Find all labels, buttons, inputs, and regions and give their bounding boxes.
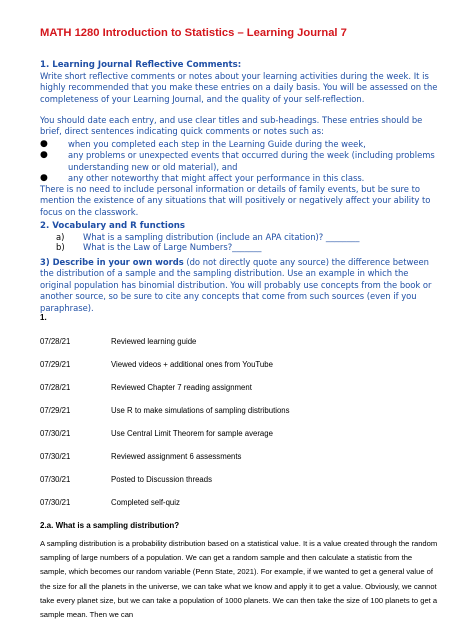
- journal-row: [40, 406, 290, 415]
- journal-row: [40, 452, 241, 461]
- journal-date: 07/30/21: [40, 429, 71, 438]
- section3-text: (do not directly quote any source) the difference between the distribution of a sample and the sampling distribution. Use an example in which the original population has binomial distribution. You will probably use concepts from the book or another source, so be sure to cite any concepts that come from such sources (even if you paraphrase).: [40, 257, 432, 313]
- bullet-icon: ●: [40, 150, 48, 161]
- journal-row: [40, 475, 212, 484]
- list-item: ● any problems or unexpected events that occurred during the week (including problems understanding new or old material), and: [40, 150, 435, 172]
- journal-row: [40, 337, 196, 346]
- document-title: MATH 1280 Introduction to Statistics – Learning Journal 7: [40, 27, 347, 39]
- list-item: ● any other noteworthy that might affect your performance in this class.: [40, 173, 365, 184]
- journal-date: 07/30/21: [40, 498, 71, 507]
- answer-2a-heading: 2.a. What is a sampling distribution?: [40, 521, 180, 530]
- section1-bullet-list: [40, 139, 440, 185]
- question-text: What is a sampling distribution (include an APA citation)? ________: [83, 232, 360, 242]
- list-item: ● when you completed each step in the Learning Guide during the week,: [40, 139, 366, 149]
- bullet-icon: ●: [40, 173, 48, 184]
- journal-date: 07/28/21: [40, 337, 71, 346]
- question-text: What is the Law of Large Numbers?_______: [83, 242, 262, 252]
- question-label: b): [56, 242, 65, 252]
- section3-prompt: [40, 257, 440, 314]
- section1-paragraph-2: You should date each entry, and use clear titles and sub-headings. These entries should be brief, direct sentences indicating quick comments or notes such as:: [40, 115, 423, 137]
- journal-row: [40, 498, 180, 507]
- journal-date: 07/30/21: [40, 452, 71, 461]
- journal-entry: Reviewed assignment 6 assessments: [111, 452, 242, 461]
- journal-row: [40, 429, 273, 438]
- journal-date: 07/29/21: [40, 360, 71, 369]
- journal-row: [40, 360, 273, 369]
- section2-heading: 2. Vocabulary and R functions: [40, 221, 185, 231]
- answer-number: 1.: [40, 313, 47, 322]
- journal-entry: Reviewed learning guide: [111, 337, 197, 346]
- vocab-question-b: [56, 242, 261, 253]
- section3-heading: 3) Describe in your own words: [40, 257, 184, 267]
- journal-date: 07/30/21: [40, 475, 71, 484]
- journal-row: [40, 383, 252, 392]
- journal-entry: Reviewed Chapter 7 reading assignment: [111, 383, 252, 392]
- question-label: a): [56, 232, 65, 242]
- journal-entry: Completed self-quiz: [111, 498, 180, 507]
- journal-entry: Posted to Discussion threads: [111, 475, 212, 484]
- section1-paragraph-1: Write short reflective comments or notes about your learning activities during the week. It is highly recommended that you make these entries on a daily basis. You will be assessed on the completeness of your Learning Journal, and the quality of your self-reflection.: [40, 71, 438, 104]
- journal-date: 07/28/21: [40, 383, 71, 392]
- bullet-icon: ●: [40, 139, 48, 149]
- section1-paragraph-3: There is no need to include personal information or details of family events, but be sure to mention the existence of any situations that will positively or negatively affect your ability to focus on the classwork.: [40, 184, 431, 217]
- journal-date: 07/29/21: [40, 406, 71, 415]
- answer-2a-paragraph: A sampling distribution is a probability distribution based on a statistical value. It is a value created through the random sampling of large numbers of a population. We can get a random sample and then calculate a statistic from the sample, which becomes our random variable (Penn State, 2021). For example, if we wanted to get a general value of the size for all the planets in the universe, we can take what we know and apply it to get a value. Obviously, we cannot take every planet size, but we can take a population of 1000 planets. We can then take the size of 100 planets to get a sample mean. Then we can: [40, 539, 438, 620]
- journal-entry: Viewed videos + additional ones from YouTube: [111, 360, 273, 369]
- journal-entry: Use Central Limit Theorem for sample average: [111, 429, 273, 438]
- section1-heading: 1. Learning Journal Reflective Comments:: [40, 60, 242, 70]
- journal-entry: Use R to make simulations of sampling distributions: [111, 406, 290, 415]
